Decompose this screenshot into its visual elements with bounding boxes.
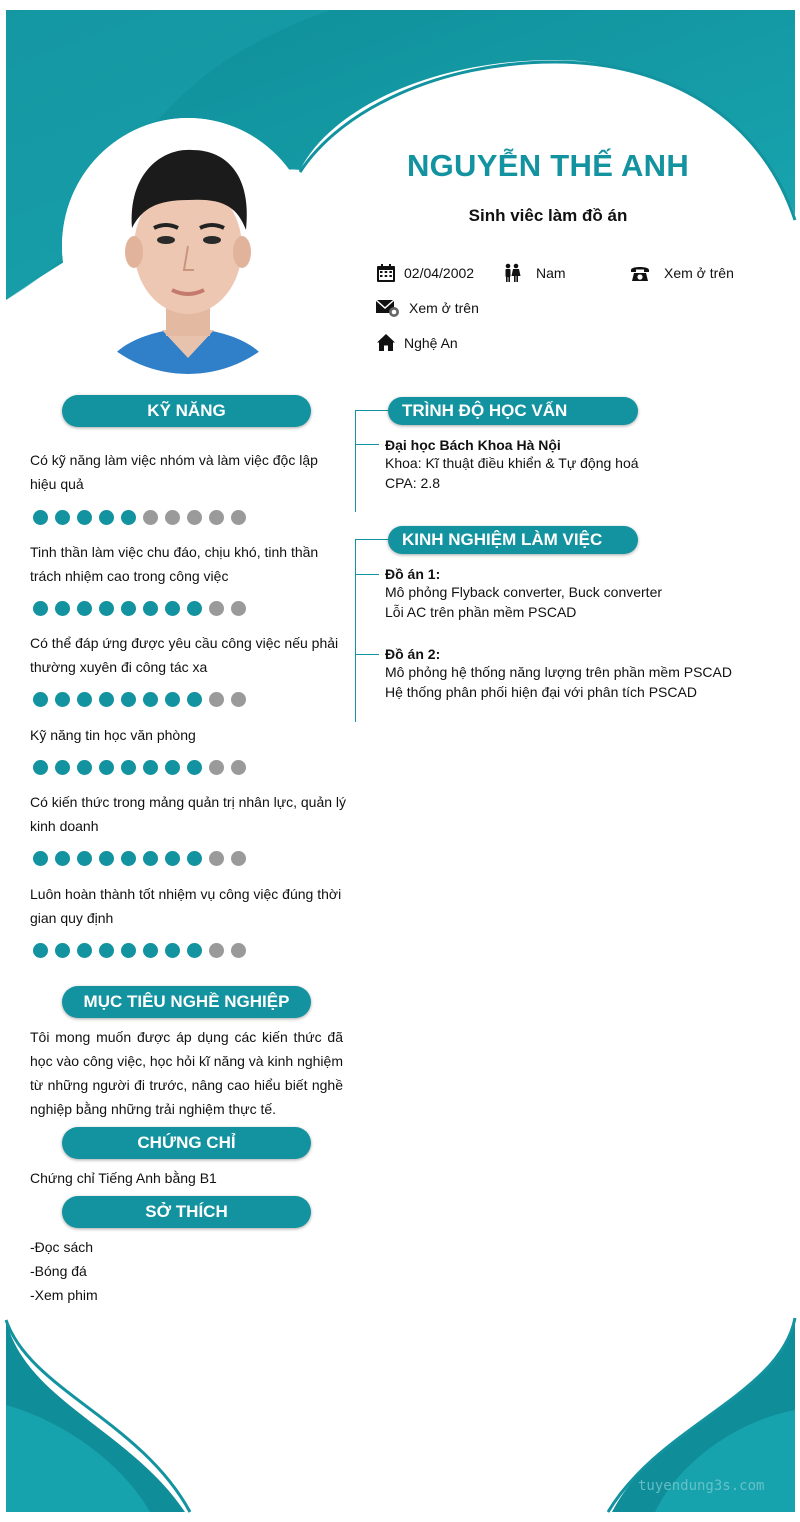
phone-value: Xem ở trên — [664, 265, 734, 281]
gpa-text: CPA: 2.8 — [385, 475, 440, 491]
skill-rating-5 — [33, 851, 246, 866]
rating-dot-filled — [143, 851, 158, 866]
rating-dot-filled — [33, 851, 48, 866]
rating-dot-filled — [99, 943, 114, 958]
certificate-text: Chứng chỉ Tiếng Anh bằng B1 — [30, 1170, 217, 1186]
education-header: TRÌNH ĐỘ HỌC VẤN — [388, 397, 638, 425]
rating-dot-empty — [231, 601, 246, 616]
rating-dot-filled — [33, 692, 48, 707]
hobby-item: -Xem phim — [30, 1287, 98, 1303]
skill-text-5: Có kiến thức trong mảng quản trị nhân lực, quản lý kinh doanh — [30, 794, 347, 834]
rating-dot-empty — [231, 510, 246, 525]
experience-header: KINH NGHIỆM LÀM VIỆC — [388, 526, 638, 554]
skill-text-1: Có kỹ năng làm việc nhóm và làm việc độc lập hiệu quả — [30, 452, 318, 492]
rating-dot-filled — [55, 851, 70, 866]
rating-dot-empty — [209, 760, 224, 775]
rating-dot-filled — [77, 851, 92, 866]
rating-dot-filled — [99, 851, 114, 866]
phone-icon — [630, 263, 650, 283]
project-title-1: Đồ án 1: — [385, 566, 441, 582]
rating-dot-filled — [33, 943, 48, 958]
rating-dot-filled — [33, 510, 48, 525]
rating-dot-empty — [165, 510, 180, 525]
rating-dot-filled — [143, 692, 158, 707]
rating-dot-empty — [231, 760, 246, 775]
rating-dot-empty — [209, 851, 224, 866]
skill-text-3: Có thể đáp ứng được yêu cầu công việc nếu phải thường xuyên đi công tác xa — [30, 635, 339, 675]
calendar-icon — [376, 263, 396, 283]
rating-dot-filled — [143, 760, 158, 775]
rating-dot-filled — [143, 943, 158, 958]
gender-icon — [502, 263, 522, 283]
rating-dot-empty — [209, 692, 224, 707]
rating-dot-empty — [209, 510, 224, 525]
rating-dot-filled — [121, 760, 136, 775]
project-title-2: Đồ án 2: — [385, 646, 441, 662]
skill-rating-6 — [33, 943, 246, 958]
project-line: Mô phỏng Flyback converter, Buck converter — [385, 584, 663, 600]
email-value: Xem ở trên — [409, 300, 479, 316]
project-line: Lỗi AC trên phần mềm PSCAD — [385, 604, 577, 620]
phone-info — [630, 263, 734, 283]
rating-dot-filled — [121, 943, 136, 958]
birthday-value: 02/04/2002 — [404, 265, 475, 281]
rating-dot-empty — [231, 692, 246, 707]
education-timeline — [355, 410, 356, 512]
objective-header: MỤC TIÊU NGHỀ NGHIỆP — [62, 986, 311, 1018]
hobby-item: -Bóng đá — [30, 1263, 87, 1279]
skill-rating-2 — [33, 601, 246, 616]
rating-dot-filled — [55, 510, 70, 525]
rating-dot-filled — [187, 851, 202, 866]
rating-dot-empty — [209, 601, 224, 616]
rating-dot-filled — [55, 760, 70, 775]
rating-dot-filled — [187, 760, 202, 775]
skill-rating-3 — [33, 692, 246, 707]
rating-dot-filled — [143, 601, 158, 616]
gender-info — [502, 263, 566, 283]
hobby-item: -Đọc sách — [30, 1239, 94, 1255]
rating-dot-filled — [165, 692, 180, 707]
rating-dot-filled — [55, 601, 70, 616]
rating-dot-filled — [77, 510, 92, 525]
hobbies-header: SỞ THÍCH — [62, 1196, 311, 1228]
rating-dot-filled — [99, 510, 114, 525]
rating-dot-filled — [33, 760, 48, 775]
email-info — [376, 298, 479, 318]
candidate-role: Sinh viêc làm đồ án — [468, 206, 628, 225]
gender-value: Nam — [536, 265, 566, 281]
rating-dot-empty — [231, 851, 246, 866]
skills-header: KỸ NĂNG — [62, 395, 311, 427]
objective-text: Tôi mong muốn được áp dụng các kiến thức đã học vào công việc, học hỏi kĩ năng và kinh nghiệm từ những người đi trước, nâng cao hiểu biết nghề nghiệp bằng những trải nghiệm thực tế. — [30, 1029, 343, 1117]
rating-dot-filled — [121, 510, 136, 525]
rating-dot-filled — [165, 851, 180, 866]
rating-dot-filled — [33, 601, 48, 616]
rating-dot-filled — [165, 601, 180, 616]
certificates-header: CHỨNG CHỈ — [62, 1127, 311, 1159]
candidate-name: NGUYỄN THẾ ANH — [406, 148, 690, 183]
rating-dot-filled — [165, 760, 180, 775]
address-info — [376, 333, 458, 353]
rating-dot-filled — [121, 851, 136, 866]
rating-dot-filled — [55, 943, 70, 958]
faculty-text: Khoa: Kĩ thuật điều khiển & Tự động hoá — [385, 455, 639, 471]
education-tick — [355, 444, 379, 445]
rating-dot-empty — [187, 510, 202, 525]
experience-connector — [355, 539, 388, 540]
rating-dot-filled — [77, 601, 92, 616]
project-line: Mô phỏng hệ thống năng lượng trên phần mềm PSCAD — [385, 664, 732, 680]
birthday-info — [376, 263, 474, 283]
rating-dot-filled — [77, 943, 92, 958]
rating-dot-filled — [165, 943, 180, 958]
watermark: tuyendung3s.com — [638, 1478, 765, 1494]
rating-dot-filled — [77, 692, 92, 707]
project-tick — [355, 574, 379, 575]
rating-dot-filled — [187, 692, 202, 707]
skill-text-6: Luôn hoàn thành tốt nhiệm vụ công việc đúng thời gian quy định — [30, 886, 342, 926]
address-value: Nghệ An — [404, 335, 458, 351]
rating-dot-filled — [121, 601, 136, 616]
rating-dot-filled — [187, 943, 202, 958]
rating-dot-filled — [99, 692, 114, 707]
rating-dot-empty — [143, 510, 158, 525]
rating-dot-filled — [99, 760, 114, 775]
rating-dot-empty — [231, 943, 246, 958]
skill-rating-4 — [33, 760, 246, 775]
skill-text-4: Kỹ năng tin học văn phòng — [30, 727, 196, 743]
rating-dot-filled — [77, 760, 92, 775]
education-connector — [355, 410, 388, 411]
rating-dot-empty — [209, 943, 224, 958]
rating-dot-filled — [121, 692, 136, 707]
rating-dot-filled — [99, 601, 114, 616]
project-line: Hệ thống phân phối hiện đại với phân tích PSCAD — [385, 684, 697, 700]
rating-dot-filled — [55, 692, 70, 707]
experience-timeline — [355, 539, 356, 722]
school-name: Đại học Bách Khoa Hà Nội — [385, 437, 561, 453]
skill-rating-1 — [33, 510, 246, 525]
project-tick — [355, 654, 379, 655]
rating-dot-filled — [187, 601, 202, 616]
avatar — [62, 118, 314, 374]
skill-text-2: Tinh thần làm việc chu đáo, chịu khó, tinh thần trách nhiệm cao trong công việc — [30, 544, 319, 584]
email-icon — [376, 298, 400, 318]
home-icon — [376, 333, 396, 353]
